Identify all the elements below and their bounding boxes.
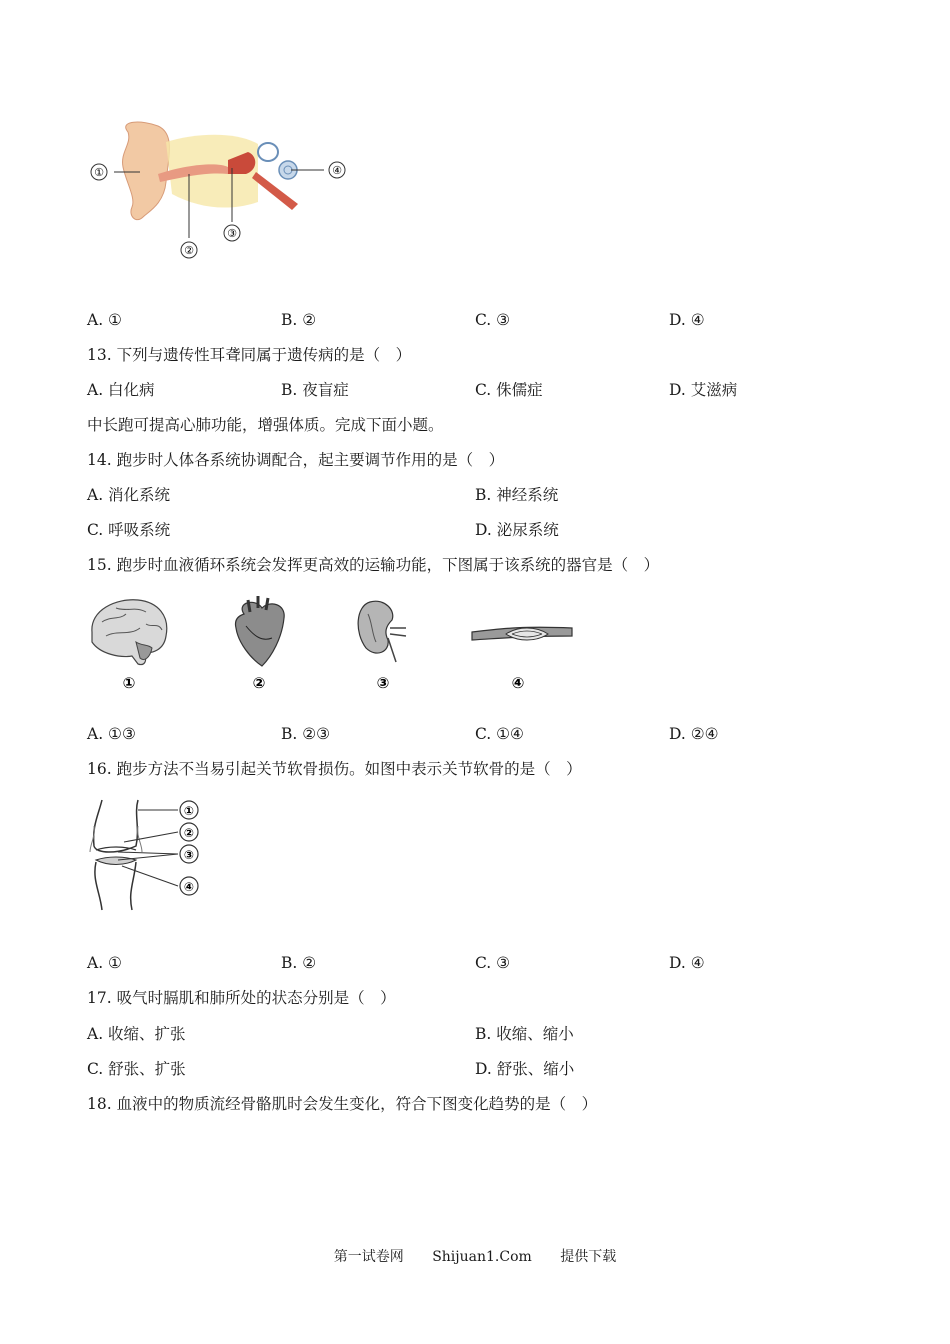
kidney-icon [358, 601, 406, 662]
q15-option-b[interactable]: B. ②③ [281, 725, 331, 743]
brain-icon [92, 600, 167, 665]
q14-option-d[interactable]: D. 泌尿系统 [475, 521, 559, 539]
q16-stem: 16. 跑步方法不当易引起关节软骨损伤。如图中表示关节软骨的是（ ） [87, 760, 582, 778]
organ-label-4: ④ [511, 674, 525, 692]
q17-stem: 17. 吸气时膈肌和肺所处的状态分别是（ ） [87, 989, 396, 1007]
q14-stem: 14. 跑步时人体各系统协调配合，起主要调节作用的是（ ） [87, 451, 505, 469]
q18-stem: 18. 血液中的物质流经骨骼肌时会发生变化，符合下图变化趋势的是（ ） [87, 1095, 598, 1113]
footer-site: 第一试卷网 [333, 1249, 404, 1265]
ear-label-4: ④ [332, 164, 342, 177]
q15-stem: 15. 跑步时血液循环系统会发挥更高效的运输功能，下图属于该系统的器官是（ ） [87, 556, 660, 574]
q15-option-d[interactable]: D. ②④ [669, 725, 719, 743]
q14-option-c[interactable]: C. 呼吸系统 [87, 521, 171, 539]
q14-option-b[interactable]: B. 神经系统 [475, 486, 559, 504]
q13-stem: 13. 下列与遗传性耳聋同属于遗传病的是（ ） [87, 346, 412, 364]
q12-option-d[interactable]: D. ④ [669, 311, 705, 329]
q13-option-d[interactable]: D. 艾滋病 [669, 381, 738, 399]
q15-option-c[interactable]: C. ①④ [475, 725, 524, 743]
ear-label-3: ③ [227, 227, 237, 240]
joint-label-3: ③ [183, 848, 195, 862]
joint-label-2: ② [183, 826, 195, 840]
ear-figure [88, 112, 350, 262]
section-intro: 中长跑可提高心肺功能，增强体质。完成下面小题。 [87, 416, 444, 434]
q12-option-a[interactable]: A. ① [87, 311, 122, 329]
ear-label-1: ① [94, 166, 104, 179]
page-footer [0, 1246, 950, 1266]
q16-option-b[interactable]: B. ② [281, 954, 317, 972]
q12-option-b[interactable]: B. ② [281, 311, 317, 329]
organ-label-3: ③ [376, 674, 390, 692]
q13-option-b[interactable]: B. 夜盲症 [281, 381, 349, 399]
q17-option-a[interactable]: A. 收缩、扩张 [87, 1025, 186, 1043]
joint-label-1: ① [183, 804, 195, 818]
q17-option-c[interactable]: C. 舒张、扩张 [87, 1060, 186, 1078]
q12-option-c[interactable]: C. ③ [475, 311, 511, 329]
q15-option-a[interactable]: A. ①③ [87, 725, 136, 743]
heart-icon [235, 596, 284, 666]
q13-option-c[interactable]: C. 侏儒症 [475, 381, 543, 399]
joint-figure [88, 796, 204, 914]
joint-diagram-icon [88, 796, 204, 914]
joint-label-4: ④ [183, 880, 195, 894]
organ-label-2: ② [252, 674, 266, 692]
q13-option-a[interactable]: A. 白化病 [87, 381, 155, 399]
blood-vessel-icon [472, 627, 572, 640]
q16-option-d[interactable]: D. ④ [669, 954, 705, 972]
q16-option-a[interactable]: A. ① [87, 954, 122, 972]
q17-option-d[interactable]: D. 舒张、缩小 [475, 1060, 575, 1078]
q16-option-c[interactable]: C. ③ [475, 954, 511, 972]
organ-label-1: ① [122, 674, 136, 692]
ear-label-2: ② [184, 244, 194, 257]
footer-domain[interactable]: Shijuan1.Com [432, 1249, 532, 1265]
footer-note: 提供下载 [560, 1249, 617, 1265]
organs-figure [86, 592, 578, 696]
q14-option-a[interactable]: A. 消化系统 [87, 486, 171, 504]
q17-option-b[interactable]: B. 收缩、缩小 [475, 1025, 574, 1043]
ear-diagram-icon [88, 112, 350, 262]
